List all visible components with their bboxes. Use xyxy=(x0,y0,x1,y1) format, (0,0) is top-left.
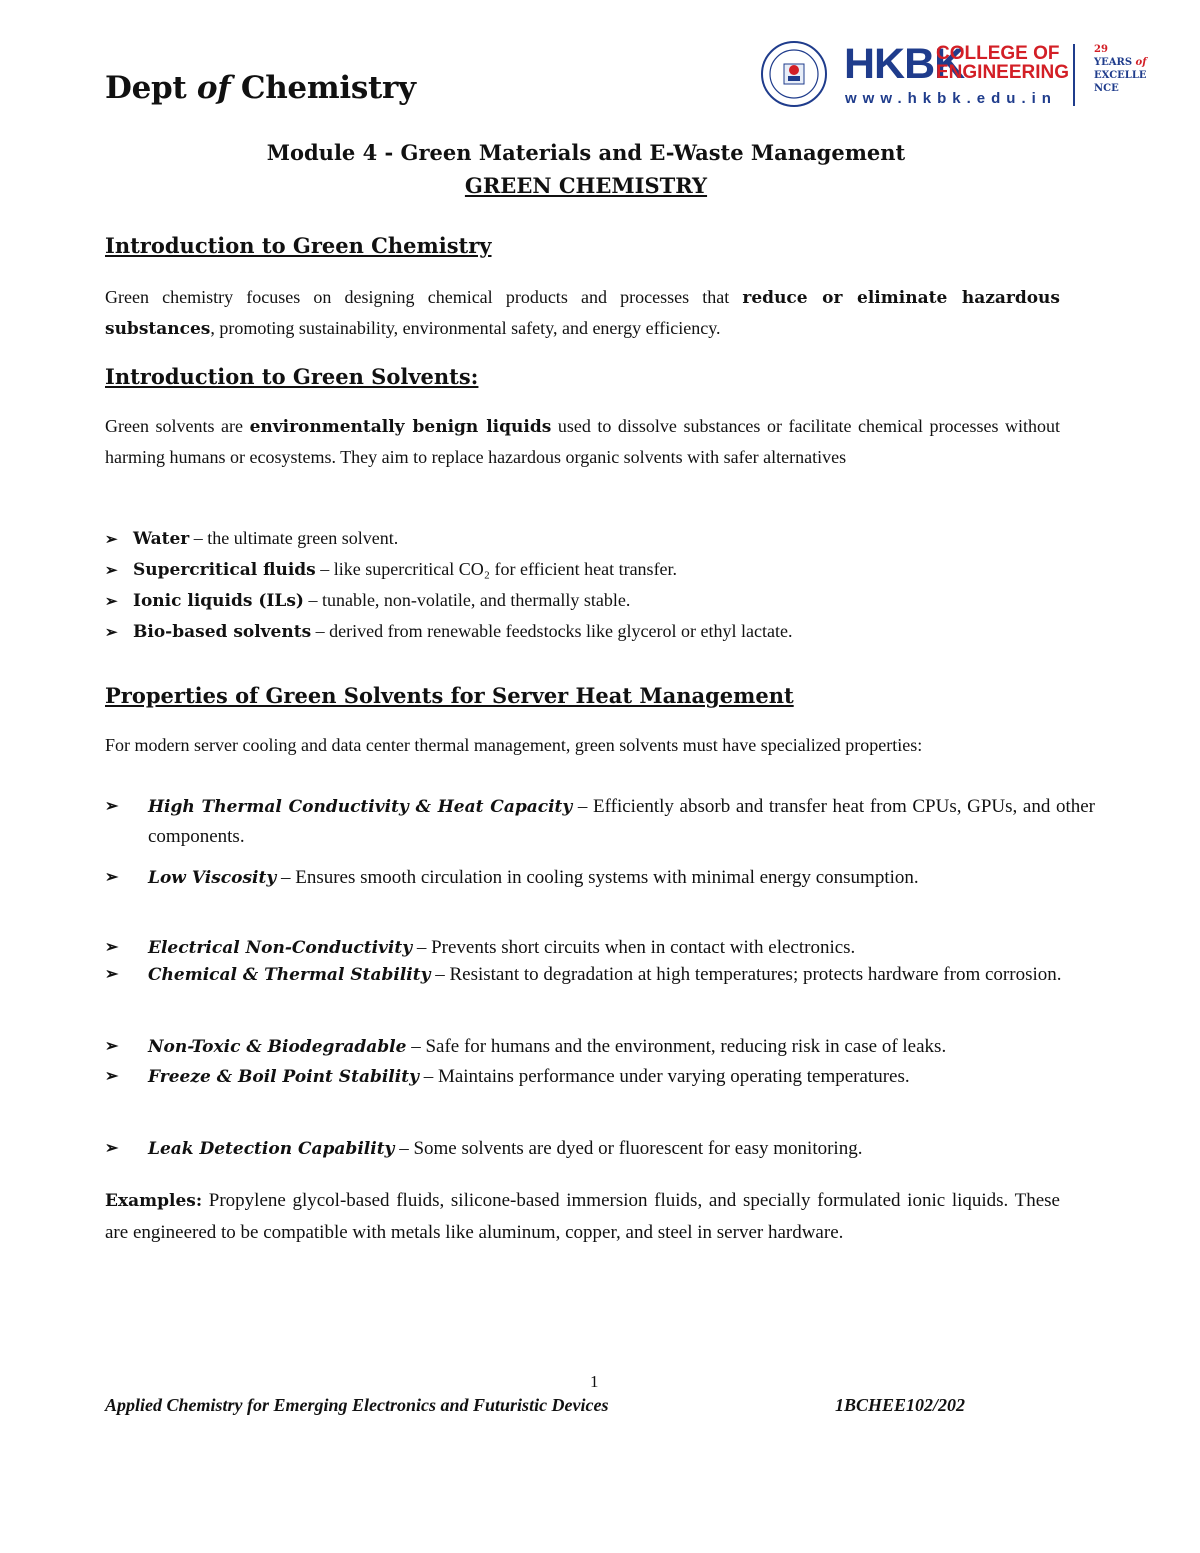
list-item: ➢ Water – the ultimate green solvent. xyxy=(105,523,398,556)
list-item: ➢ Ionic liquids (ILs) – tunable, non-volatile, and thermally stable. xyxy=(105,585,630,618)
heading-properties: Properties of Green Solvents for Server Heat Management xyxy=(105,683,794,708)
property-item: ➢ Electrical Non-Conductivity – Prevents short circuits when in contact with electronics. xyxy=(105,933,1095,963)
property-item: ➢ High Thermal Conductivity & Heat Capacity – Efficiently absorb and transfer heat from CPUs, GPUs, and other components. xyxy=(105,792,1095,852)
property-item: ➢ Low Viscosity – Ensures smooth circulation in cooling systems with minimal energy consumption. xyxy=(105,863,1095,893)
section-title: GREEN CHEMISTRY xyxy=(464,173,708,198)
logo-divider xyxy=(1073,44,1075,106)
brand-college-text: COLLEGE OF ENGINEERING xyxy=(936,43,1070,83)
property-item: ➢ Freeze & Boil Point Stability – Maintains performance under varying operating temperatures. xyxy=(105,1062,1095,1092)
arrow-bullet-icon: ➢ xyxy=(105,966,119,983)
college-logo xyxy=(760,40,1160,110)
list-item: ➢ Bio-based solvents – derived from renewable feedstocks like glycerol or ethyl lactate. xyxy=(105,616,792,649)
footer-course-title: Applied Chemistry for Emerging Electronics and Futuristic Devices xyxy=(105,1395,609,1415)
heading-green-chemistry: Introduction to Green Chemistry xyxy=(105,233,492,258)
list-item: ➢ Supercritical fluids – like supercritical CO₂ for efficient heat transfer. xyxy=(105,554,677,587)
arrow-bullet-icon: ➢ xyxy=(105,532,118,548)
arrow-bullet-icon: ➢ xyxy=(105,939,119,956)
brand-name: HKBK xyxy=(844,40,965,88)
arrow-bullet-icon: ➢ xyxy=(105,869,119,886)
property-item: ➢ Non-Toxic & Biodegradable – Safe for humans and the environment, reducing risk in case of leaks. xyxy=(105,1032,1095,1062)
arrow-bullet-icon: ➢ xyxy=(105,798,119,815)
years-of-excellence: 29 YEARS of EXCELLE NCE xyxy=(1094,44,1147,94)
arrow-bullet-icon: ➢ xyxy=(105,563,118,579)
college-seal-icon xyxy=(760,40,828,108)
arrow-bullet-icon: ➢ xyxy=(105,625,118,641)
arrow-bullet-icon: ➢ xyxy=(105,1068,119,1085)
department-title: Dept of Chemistry xyxy=(105,70,416,106)
footer-course-code: 1BCHEE102/202 xyxy=(835,1395,966,1415)
arrow-bullet-icon: ➢ xyxy=(105,1140,119,1157)
module-title: Module 4 - Green Materials and E-Waste Management xyxy=(266,140,906,165)
property-item: ➢ Chemical & Thermal Stability – Resistant to degradation at high temperatures; protects hardware from corrosion. xyxy=(105,960,1095,990)
arrow-bullet-icon: ➢ xyxy=(105,1038,119,1055)
paragraph-green-solvents: Green solvents are environmentally benign liquids used to dissolve substances or facilitate chemical processes without harming humans or ecosystems. They aim to replace hazardous organic solvents with safer alternatives xyxy=(105,416,1060,467)
examples-paragraph: Examples: Propylene glycol-based fluids, silicone-based immersion fluids, and specially formulated ionic liquids. These are engineered to be compatible with metals like aluminum, copper, and steel in server hardware. xyxy=(105,1190,1060,1243)
brand-url: www.hkbk.edu.in xyxy=(845,90,1057,107)
property-item: ➢ Leak Detection Capability – Some solvents are dyed or fluorescent for easy monitoring. xyxy=(105,1134,1095,1164)
heading-green-solvents: Introduction to Green Solvents: xyxy=(105,364,479,389)
page-number: 1 xyxy=(590,1372,599,1391)
paragraph-properties-intro: For modern server cooling and data center thermal management, green solvents must have specialized properties: xyxy=(105,735,923,755)
arrow-bullet-icon: ➢ xyxy=(105,594,118,610)
paragraph-green-chemistry: Green chemistry focuses on designing chemical products and processes that reduce or eliminate hazardous substances, promoting sustainability, environmental safety, and energy efficiency. xyxy=(105,287,1060,339)
